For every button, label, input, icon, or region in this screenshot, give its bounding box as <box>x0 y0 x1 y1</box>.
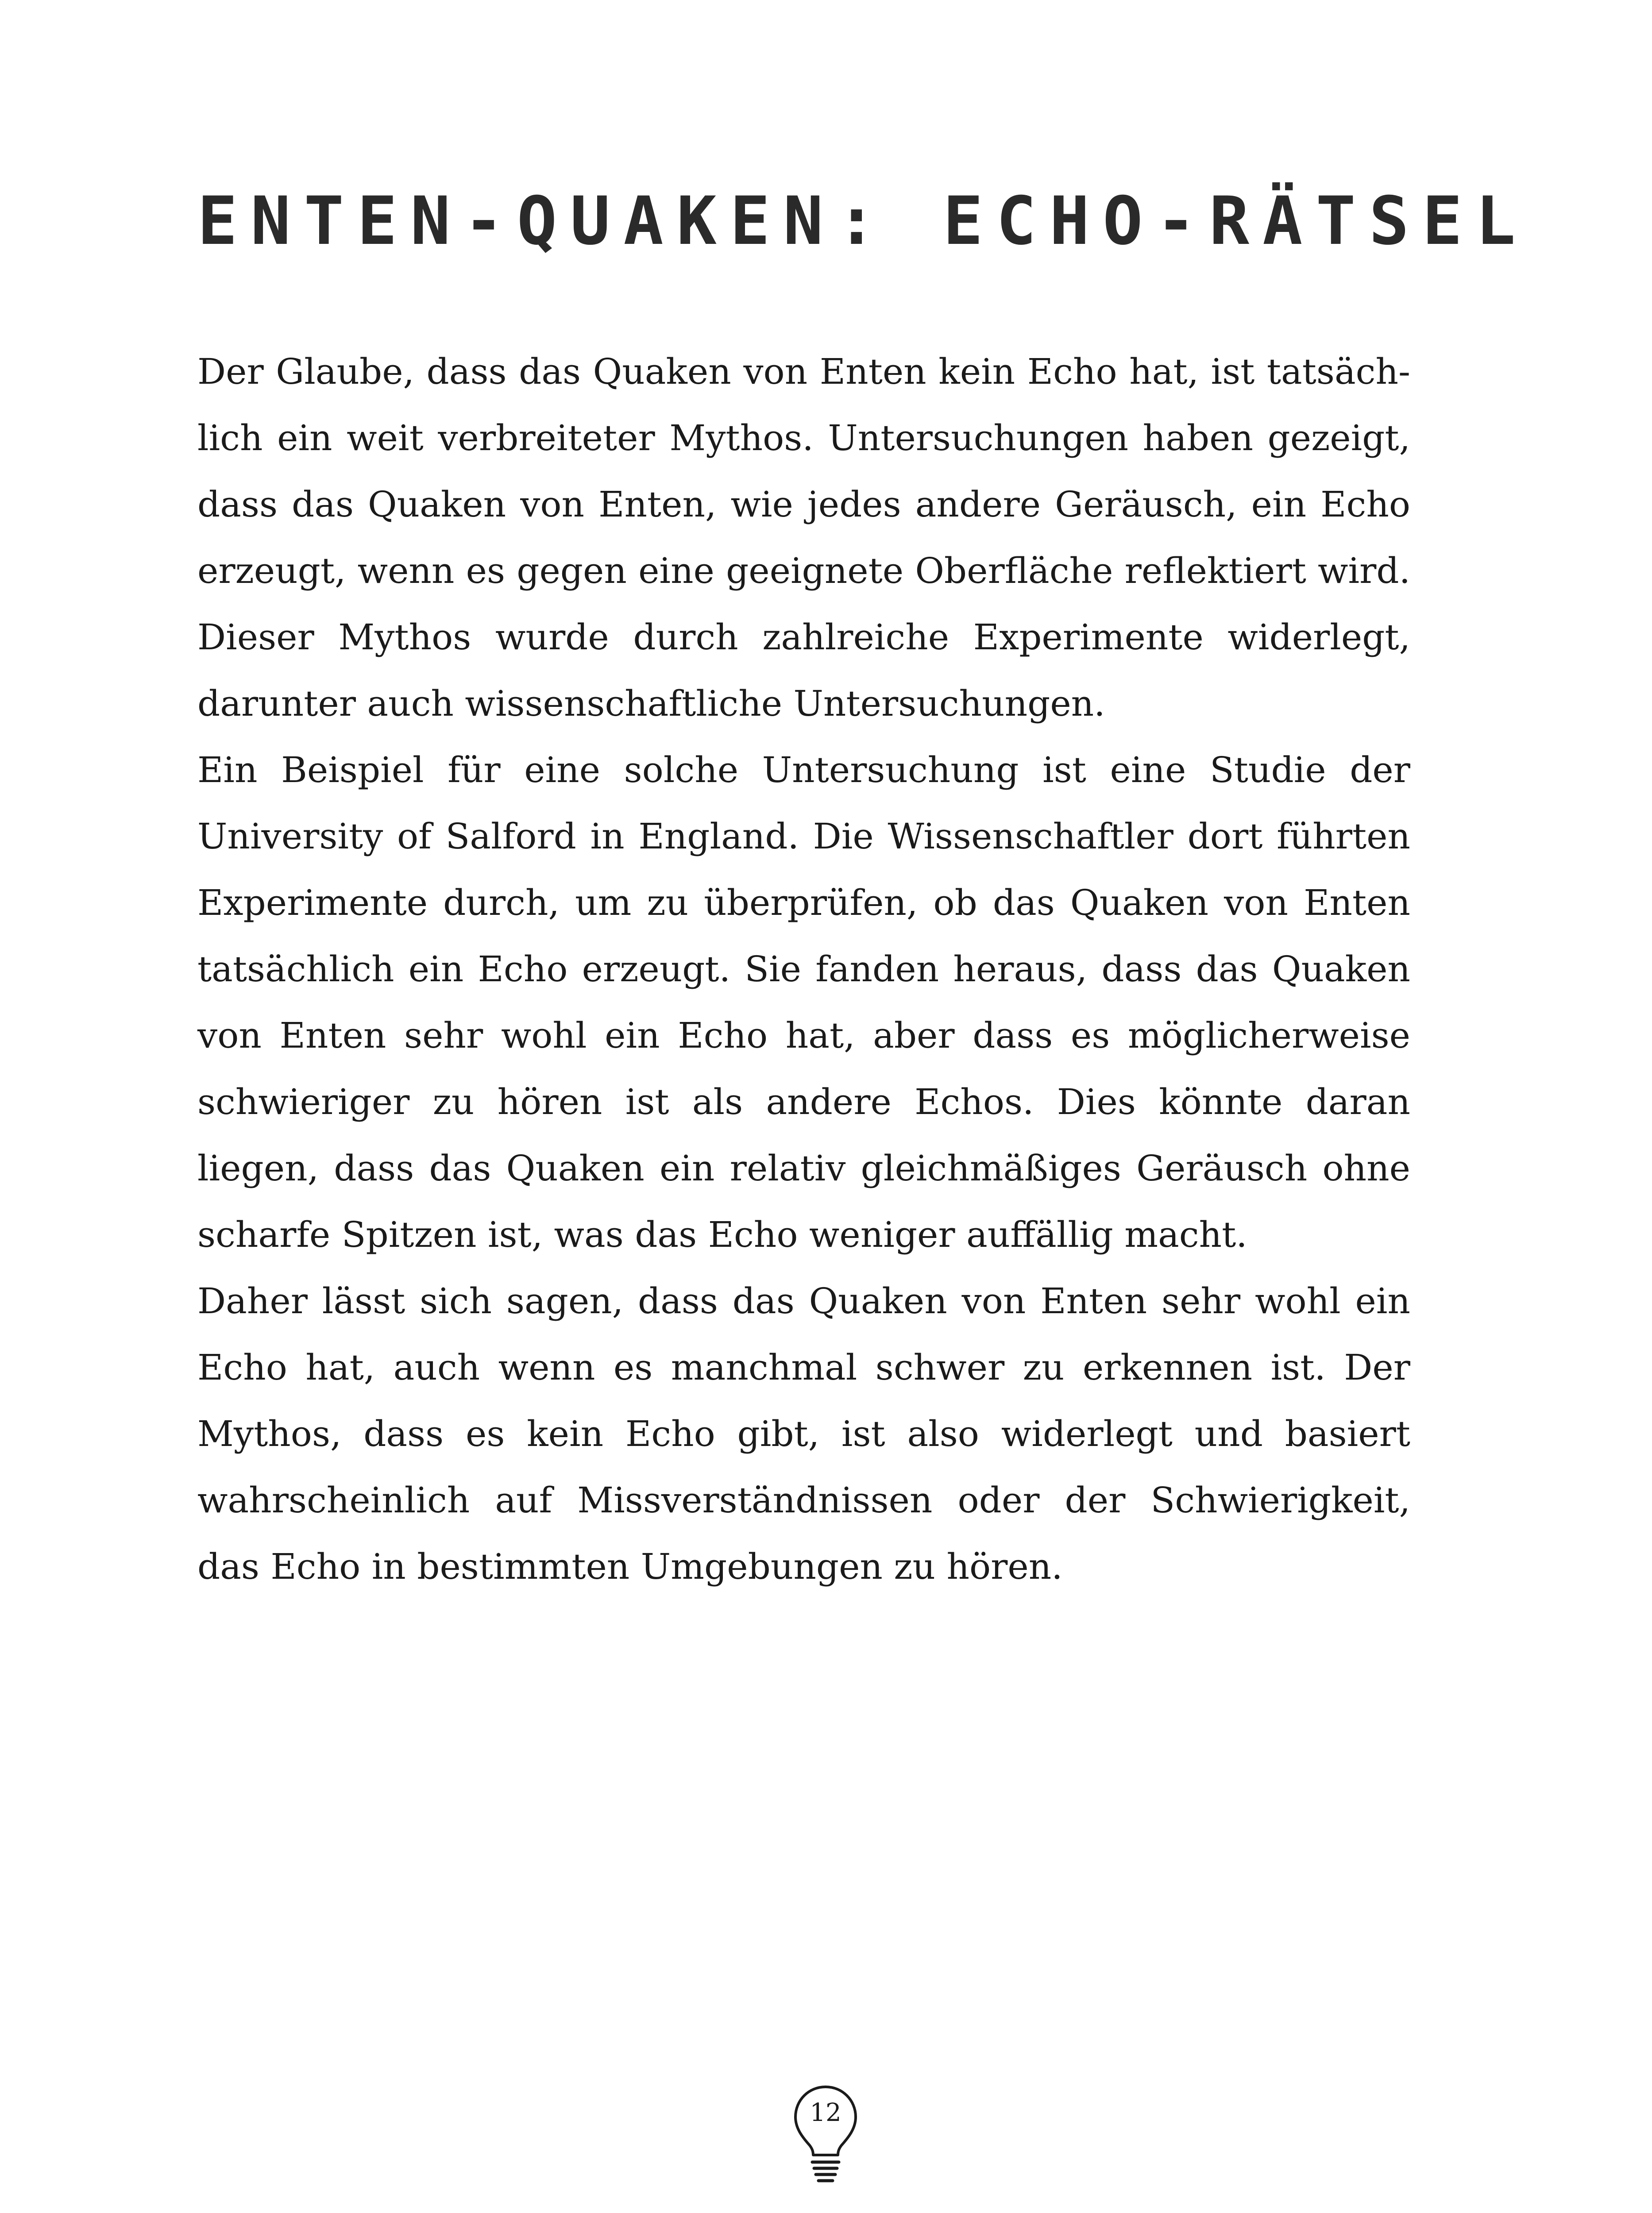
body-text <box>197 339 1410 1600</box>
paragraph: Ein Beispiel für eine solche Untersuchung ist eine Studie der University of Salford in England. Die Wissenschaftler dort führten Experimente durch, um zu überprüfen, ob das Quaken von Enten tatsächlich ein Echo erzeugt. Sie fanden heraus, dass das Quaken von Enten sehr wohl ein Echo hat, aber dass es möglicherweise schwieriger zu hören ist als andere Echos. Dies könnte daran liegen, dass das Quaken ein relativ gleichmäßiges Geräusch ohne scharfe Spitzen ist, was das Echo weniger auffällig macht. <box>197 749 1410 1255</box>
page-number-marker <box>790 2082 861 2189</box>
paragraph: Der Glaube, dass das Quaken von Enten kein Echo hat, ist tatsächlich ein weit verbreiteter Mythos. Untersuchungen haben gezeigt, dass das Quaken von Enten, wie jedes andere Geräusch, ein Echo erzeugt, wenn es gegen eine geeignete Oberfläche reflektiert wird. Dieser Mythos wurde durch zahlreiche Experimente widerlegt, darunter auch wissenschaftliche Untersuchungen. <box>197 351 1410 724</box>
chapter-title: ENTEN-QUAKEN: ECHO-RÄTSEL <box>197 183 1529 260</box>
paragraph: Daher lässt sich sagen, dass das Quaken von Enten sehr wohl ein Echo hat, auch wenn es manchmal schwer zu erkennen ist. Der Mythos, dass es kein Echo gibt, ist also widerlegt und basiert wahrscheinlich auf Missverständnissen oder der Schwierigkeit, das Echo in bestimmten Umgebungen zu hören. <box>197 1280 1410 1587</box>
page-number: 12 <box>810 2098 841 2127</box>
